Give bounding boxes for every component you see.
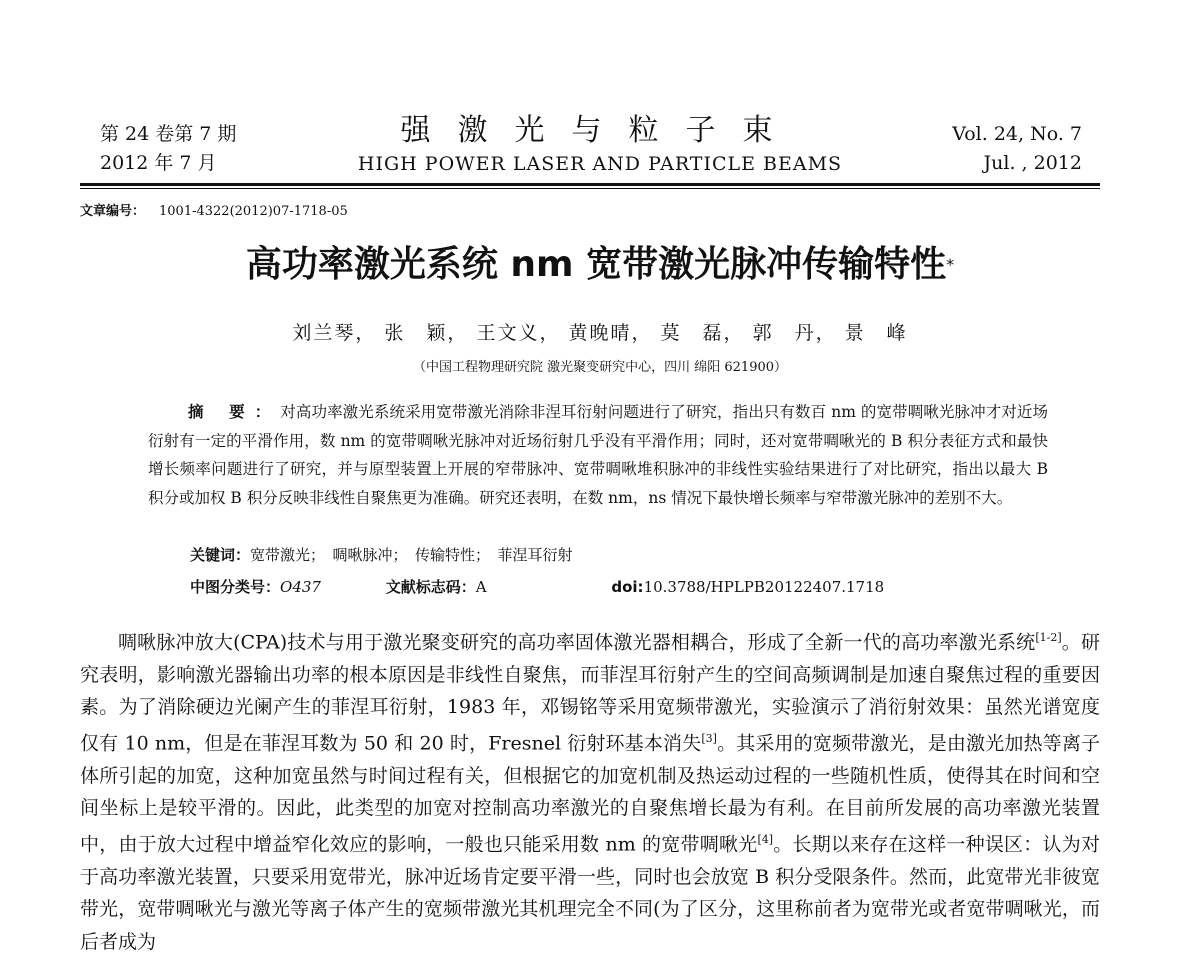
- body-segment: 。研究表明，影响激光器输出功率的根本原因是非线性自聚焦，而菲涅耳衍射产生的空间高频调制是加速自聚焦过程的重要因素。为了消除硬边光阑产生的菲涅耳衍射，1983 年，邓锡铭等采用宽频带激光，实验演示了消衍射效果：虽然光谱宽度仅有 10 nm，但是在菲涅耳数为 50 和 20 时，Fresnel 衍射环基本消失: [80, 631, 1100, 755]
- article-number-value: 1001-4322(2012)07-1718-05: [159, 204, 348, 219]
- doi-value: 10.3788/HPLPB20122407.1718: [643, 578, 885, 596]
- body-paragraph: [80, 622, 1100, 958]
- body-segment: 啁啾脉冲放大(CPA)技术与用于激光聚变研究的高功率固体激光器相耦合，形成了全新一代的高功率激光系统: [118, 631, 1036, 654]
- doc-code-label: 文献标志码：: [385, 578, 476, 596]
- keywords: [190, 544, 573, 565]
- body-text: [80, 622, 1100, 958]
- paper-title: [0, 240, 1200, 290]
- volume-issue-cn: 第 24 卷第 7 期: [100, 123, 237, 145]
- journal-title-en: HIGH POWER LASER AND PARTICLE BEAMS: [357, 153, 843, 175]
- date-cn: 2012 年 7 月: [100, 152, 217, 174]
- header-rule-thin: [80, 188, 1100, 189]
- body-segment: 。长期以来存在这样一种误区：认为对于高功率激光装置，只要采用宽带光，脉冲近场肯定要平滑一些，同时也会放宽 B 积分受限条件。然而，此宽带光非彼宽带光，宽带啁啾光与激光等离子体产生的宽频带激光其机理完全不同(为了区分，这里称前者为宽带光或者宽带啁啾光，而后者成为: [80, 833, 1100, 953]
- header-left: [100, 120, 236, 178]
- citation-ref: [4]: [757, 833, 774, 847]
- title-footnote-mark: *: [946, 255, 955, 274]
- doc-code-value: A: [475, 578, 487, 596]
- doi-label: doi:: [611, 578, 644, 596]
- classification-line: [190, 576, 1004, 597]
- clc-label: 中图分类号：: [190, 578, 281, 596]
- abstract-label: 摘 要：: [188, 403, 281, 421]
- keywords-text: 宽带激光； 啁啾脉冲； 传输特性； 菲涅耳衍射: [250, 546, 573, 564]
- author-list: 刘兰琴， 张 颖， 王文义， 黄晚晴， 莫 磊， 郭 丹， 景 峰: [292, 322, 908, 344]
- header-right: [952, 120, 1082, 178]
- article-number: [80, 200, 348, 219]
- affiliation: （中国工程物理研究院 激光聚变研究中心，四川 绵阳 621900）: [412, 360, 788, 375]
- article-number-label: 文章编号：: [80, 204, 146, 219]
- date-en: Jul. , 2012: [983, 152, 1082, 174]
- abstract-text: 对高功率激光系统采用宽带激光消除非涅耳衍射问题进行了研究，指出只有数百 nm 的宽带啁啾光脉冲才对近场衍射有一定的平滑作用，数 nm 的宽带啁啾光脉冲对近场衍射几乎没有平滑作用；同时，还对宽带啁啾光的 B 积分表征方式和最快增长频率问题进行了研究，并与原型装置上开展的窄带脉冲、宽带啁啾堆积脉冲的非线性实验结果进行了对比研究，指出以最大 B 积分或加权 B 积分反映非线性自聚焦更为准确。研究还表明，在数 nm，ns 情况下最快增长频率与窄带激光脉冲的差别不大。: [148, 403, 1048, 507]
- journal-title-cn: 强激光与粒子束: [400, 113, 800, 148]
- citation-ref: [3]: [701, 732, 717, 746]
- body-segment: 。其采用的宽频带激光，是由激光加热等离子体所引起的加宽，这种加宽虽然与时间过程有关，但根据它的加宽机制及热运动过程的一些随机性质，使得其在时间和空间坐标上是较平滑的。因此，此类型的加宽对控制高功率激光的自聚焦增长最为有利。在目前所发展的高功率激光装置中，由于放大过程中增益窄化效应的影响，一般也只能采用数 nm 的宽带啁啾光: [80, 732, 1100, 856]
- citation-ref: [1-2]: [1035, 631, 1062, 644]
- clc-value: O437: [280, 578, 321, 596]
- header-rule: [80, 183, 1100, 186]
- paper-title-text: 高功率激光系统 nm 宽带激光脉冲传输特性: [245, 244, 947, 285]
- volume-issue-en: Vol. 24, No. 7: [952, 123, 1082, 145]
- abstract: [148, 398, 1048, 512]
- keywords-label: 关键词：: [190, 546, 251, 564]
- header-center: [300, 112, 900, 178]
